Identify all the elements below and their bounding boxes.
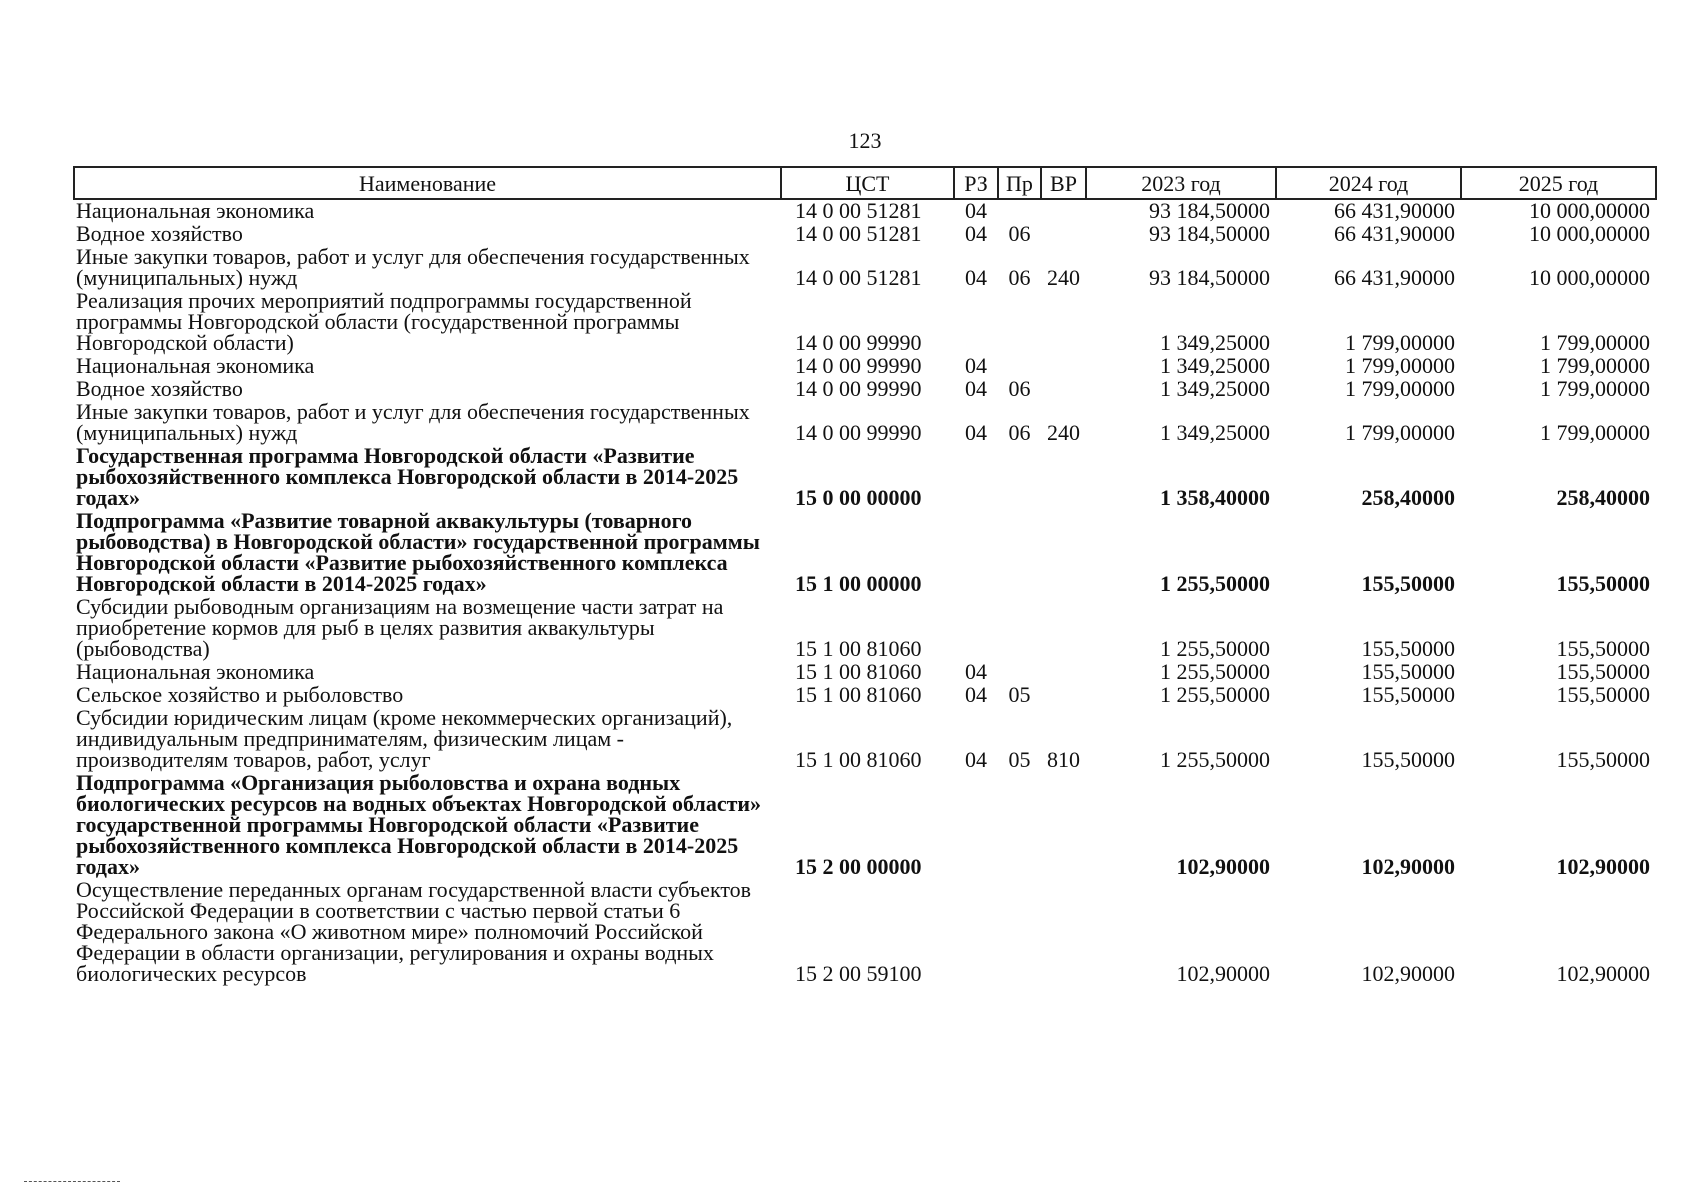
cell-2024: 66 431,90000 xyxy=(1334,221,1455,246)
cell-2025: 155,50000 xyxy=(1556,682,1650,707)
cell-cst: 14 0 00 51281 xyxy=(795,265,922,290)
cell-vr xyxy=(1041,290,1086,355)
header-cst: ЦСТ xyxy=(781,167,954,199)
cell-2025: 1 799,00000 xyxy=(1540,353,1650,378)
cell-pr: 06 xyxy=(1008,221,1031,246)
page-number: 123 xyxy=(848,128,882,153)
cell-name: Водное хозяйство xyxy=(76,221,243,246)
cell-2024: 66 431,90000 xyxy=(1334,198,1455,223)
cell-pr xyxy=(998,510,1041,596)
cell-pr: 06 xyxy=(1008,376,1031,401)
cell-vr xyxy=(1041,199,1086,223)
cell-2023: 102,90000 xyxy=(1176,854,1270,879)
table-row xyxy=(74,879,1656,986)
cell-2023: 93 184,50000 xyxy=(1149,221,1270,246)
cell-2024: 1 799,00000 xyxy=(1345,330,1455,355)
cell-name: Сельское хозяйство и рыболовство xyxy=(76,682,404,707)
cell-name: Государственная программа Новгородской области «Развитие рыбохозяйственного комплекса Новгородской области в 2014-2025 годах» xyxy=(76,443,739,510)
cell-2025: 258,40000 xyxy=(1556,485,1650,510)
cell-pr xyxy=(998,290,1041,355)
cell-2025: 10 000,00000 xyxy=(1529,265,1650,290)
cell-name: Субсидии юридическим лицам (кроме некоммерческих организаций), индивидуальным предпринимателям, физическим лицам - производителям товаров, работ, услуг xyxy=(76,705,733,772)
cell-pr: 06 xyxy=(1008,265,1031,290)
cell-pr xyxy=(998,772,1041,879)
cell-cst: 15 1 00 00000 xyxy=(795,571,922,596)
cell-name: Подпрограмма «Развитие товарной аквакультуры (товарного рыбоводства) в Новгородской области» государственной программы Новгородской области «Развитие рыбохозяйственного комплекса Новгородской области в 2014-2025 годах» xyxy=(76,508,760,596)
cell-cst: 15 2 00 00000 xyxy=(795,854,922,879)
cell-pr xyxy=(998,879,1041,986)
cell-2024: 155,50000 xyxy=(1361,682,1455,707)
cell-2023: 93 184,50000 xyxy=(1149,265,1270,290)
cell-rz xyxy=(954,879,998,986)
cell-pr xyxy=(998,661,1041,684)
table-row xyxy=(74,510,1656,596)
cell-vr xyxy=(1041,684,1086,707)
cell-name: Подпрограмма «Организация рыболовства и охрана водных биологических ресурсов на водных объектах Новгородской области» государственной программы Новгородской области «Развитие рыбохозяйственного комплекса Новгородской области в 2014-2025 годах» xyxy=(76,770,762,879)
cell-pr: 05 xyxy=(1008,747,1031,772)
cell-name: Иные закупки товаров, работ и услуг для обеспечения государственных (муниципальных) нужд xyxy=(76,244,750,290)
cell-2023: 93 184,50000 xyxy=(1149,198,1270,223)
cell-rz: 04 xyxy=(965,376,987,401)
cell-pr xyxy=(998,355,1041,378)
cell-rz xyxy=(954,445,998,510)
cell-name: Национальная экономика xyxy=(76,198,315,223)
table-row xyxy=(74,355,1656,378)
cell-vr xyxy=(1041,661,1086,684)
cell-rz: 04 xyxy=(965,747,987,772)
cell-2023: 1 349,25000 xyxy=(1160,376,1270,401)
header-2023: 2023 год xyxy=(1086,167,1276,199)
cell-name: Национальная экономика xyxy=(76,659,315,684)
table-row xyxy=(74,246,1656,290)
cell-name: Осуществление переданных органам государственной власти субъектов Российской Федерации в соответствии с частью первой статьи 6 Федерального закона «О животном мире» полномочий Российской Федерации в области организации, регулирования и охраны водных биологических ресурсов xyxy=(76,877,752,986)
cell-2023: 1 349,25000 xyxy=(1160,420,1270,445)
cell-2023: 1 349,25000 xyxy=(1160,330,1270,355)
cell-rz xyxy=(954,290,998,355)
cell-name: Национальная экономика xyxy=(76,353,315,378)
cell-vr xyxy=(1041,355,1086,378)
cell-2024: 155,50000 xyxy=(1361,571,1455,596)
cell-2023: 1 255,50000 xyxy=(1160,659,1270,684)
cell-rz: 04 xyxy=(965,659,987,684)
cell-rz xyxy=(954,596,998,661)
cell-2025: 1 799,00000 xyxy=(1540,376,1650,401)
cell-2025: 155,50000 xyxy=(1556,659,1650,684)
cell-2025: 10 000,00000 xyxy=(1529,221,1650,246)
cell-2023: 1 255,50000 xyxy=(1160,682,1270,707)
cell-2023: 1 255,50000 xyxy=(1160,571,1270,596)
cell-2025: 10 000,00000 xyxy=(1529,198,1650,223)
table-body xyxy=(74,199,1656,986)
cell-cst: 14 0 00 99990 xyxy=(795,353,922,378)
header-name: Наименование xyxy=(74,167,781,199)
header-2025: 2025 год xyxy=(1461,167,1656,199)
cell-vr: 810 xyxy=(1047,747,1080,772)
cell-rz xyxy=(954,510,998,596)
cell-2025: 155,50000 xyxy=(1556,747,1650,772)
cell-cst: 15 1 00 81060 xyxy=(795,682,922,707)
cell-2023: 1 255,50000 xyxy=(1160,747,1270,772)
cell-vr: 240 xyxy=(1047,420,1080,445)
header-vr: ВР xyxy=(1041,167,1086,199)
cell-vr xyxy=(1041,596,1086,661)
cell-2025: 102,90000 xyxy=(1556,854,1650,879)
cell-rz: 04 xyxy=(965,198,987,223)
footer-rule xyxy=(24,1181,120,1182)
cell-2025: 102,90000 xyxy=(1556,961,1650,986)
cell-vr: 240 xyxy=(1047,265,1080,290)
cell-vr xyxy=(1041,223,1086,246)
table-row xyxy=(74,772,1656,879)
cell-rz: 04 xyxy=(965,265,987,290)
header-pr: Пр xyxy=(998,167,1041,199)
cell-2024: 102,90000 xyxy=(1361,854,1455,879)
table-row xyxy=(74,199,1656,223)
cell-cst: 14 0 00 51281 xyxy=(795,198,922,223)
cell-name: Реализация прочих мероприятий подпрограммы государственной программы Новгородской области (государственной программы Новгородской области) xyxy=(76,288,692,355)
cell-2024: 155,50000 xyxy=(1361,747,1455,772)
cell-cst: 15 1 00 81060 xyxy=(795,659,922,684)
cell-cst: 14 0 00 99990 xyxy=(795,330,922,355)
table-row xyxy=(74,378,1656,401)
cell-pr xyxy=(998,199,1041,223)
table-row xyxy=(74,445,1656,510)
cell-2023: 1 349,25000 xyxy=(1160,353,1270,378)
cell-2024: 258,40000 xyxy=(1361,485,1455,510)
cell-2025: 1 799,00000 xyxy=(1540,330,1650,355)
cell-2024: 1 799,00000 xyxy=(1345,420,1455,445)
cell-vr xyxy=(1041,510,1086,596)
cell-2024: 155,50000 xyxy=(1361,636,1455,661)
table-row xyxy=(74,223,1656,246)
cell-2024: 1 799,00000 xyxy=(1345,376,1455,401)
cell-pr xyxy=(998,445,1041,510)
cell-2024: 155,50000 xyxy=(1361,659,1455,684)
cell-rz xyxy=(954,772,998,879)
cell-pr xyxy=(998,596,1041,661)
cell-cst: 14 0 00 99990 xyxy=(795,376,922,401)
cell-rz: 04 xyxy=(965,353,987,378)
cell-cst: 15 1 00 81060 xyxy=(795,636,922,661)
cell-name: Иные закупки товаров, работ и услуг для обеспечения государственных (муниципальных) нужд xyxy=(76,399,750,445)
cell-2024: 102,90000 xyxy=(1361,961,1455,986)
cell-cst: 14 0 00 51281 xyxy=(795,221,922,246)
cell-2025: 155,50000 xyxy=(1556,571,1650,596)
cell-2025: 1 799,00000 xyxy=(1540,420,1650,445)
cell-2024: 1 799,00000 xyxy=(1345,353,1455,378)
cell-vr xyxy=(1041,445,1086,510)
cell-name: Субсидии рыбоводным организациям на возмещение части затрат на приобретение кормов для рыб в целях развития аквакультуры (рыбоводства) xyxy=(76,594,724,661)
cell-cst: 15 2 00 59100 xyxy=(795,961,922,986)
cell-vr xyxy=(1041,772,1086,879)
table-row xyxy=(74,290,1656,355)
cell-cst: 14 0 00 99990 xyxy=(795,420,922,445)
budget-table xyxy=(73,166,1657,986)
cell-vr xyxy=(1041,879,1086,986)
header-rz: РЗ xyxy=(954,167,998,199)
cell-2023: 102,90000 xyxy=(1176,961,1270,986)
cell-cst: 15 1 00 81060 xyxy=(795,747,922,772)
cell-2023: 1 255,50000 xyxy=(1160,636,1270,661)
cell-pr: 05 xyxy=(1008,682,1031,707)
cell-pr: 06 xyxy=(1008,420,1031,445)
cell-2024: 66 431,90000 xyxy=(1334,265,1455,290)
cell-rz: 04 xyxy=(965,682,987,707)
table-row xyxy=(74,684,1656,707)
table-row xyxy=(74,707,1656,772)
cell-rz: 04 xyxy=(965,221,987,246)
cell-2025: 155,50000 xyxy=(1556,636,1650,661)
cell-cst: 15 0 00 00000 xyxy=(795,485,922,510)
header-2024: 2024 год xyxy=(1276,167,1461,199)
cell-name: Водное хозяйство xyxy=(76,376,243,401)
cell-vr xyxy=(1041,378,1086,401)
table-row xyxy=(74,661,1656,684)
cell-2023: 1 358,40000 xyxy=(1160,485,1270,510)
table-row xyxy=(74,401,1656,445)
cell-rz: 04 xyxy=(965,420,987,445)
table-header-row xyxy=(74,167,1656,199)
table-row xyxy=(74,596,1656,661)
